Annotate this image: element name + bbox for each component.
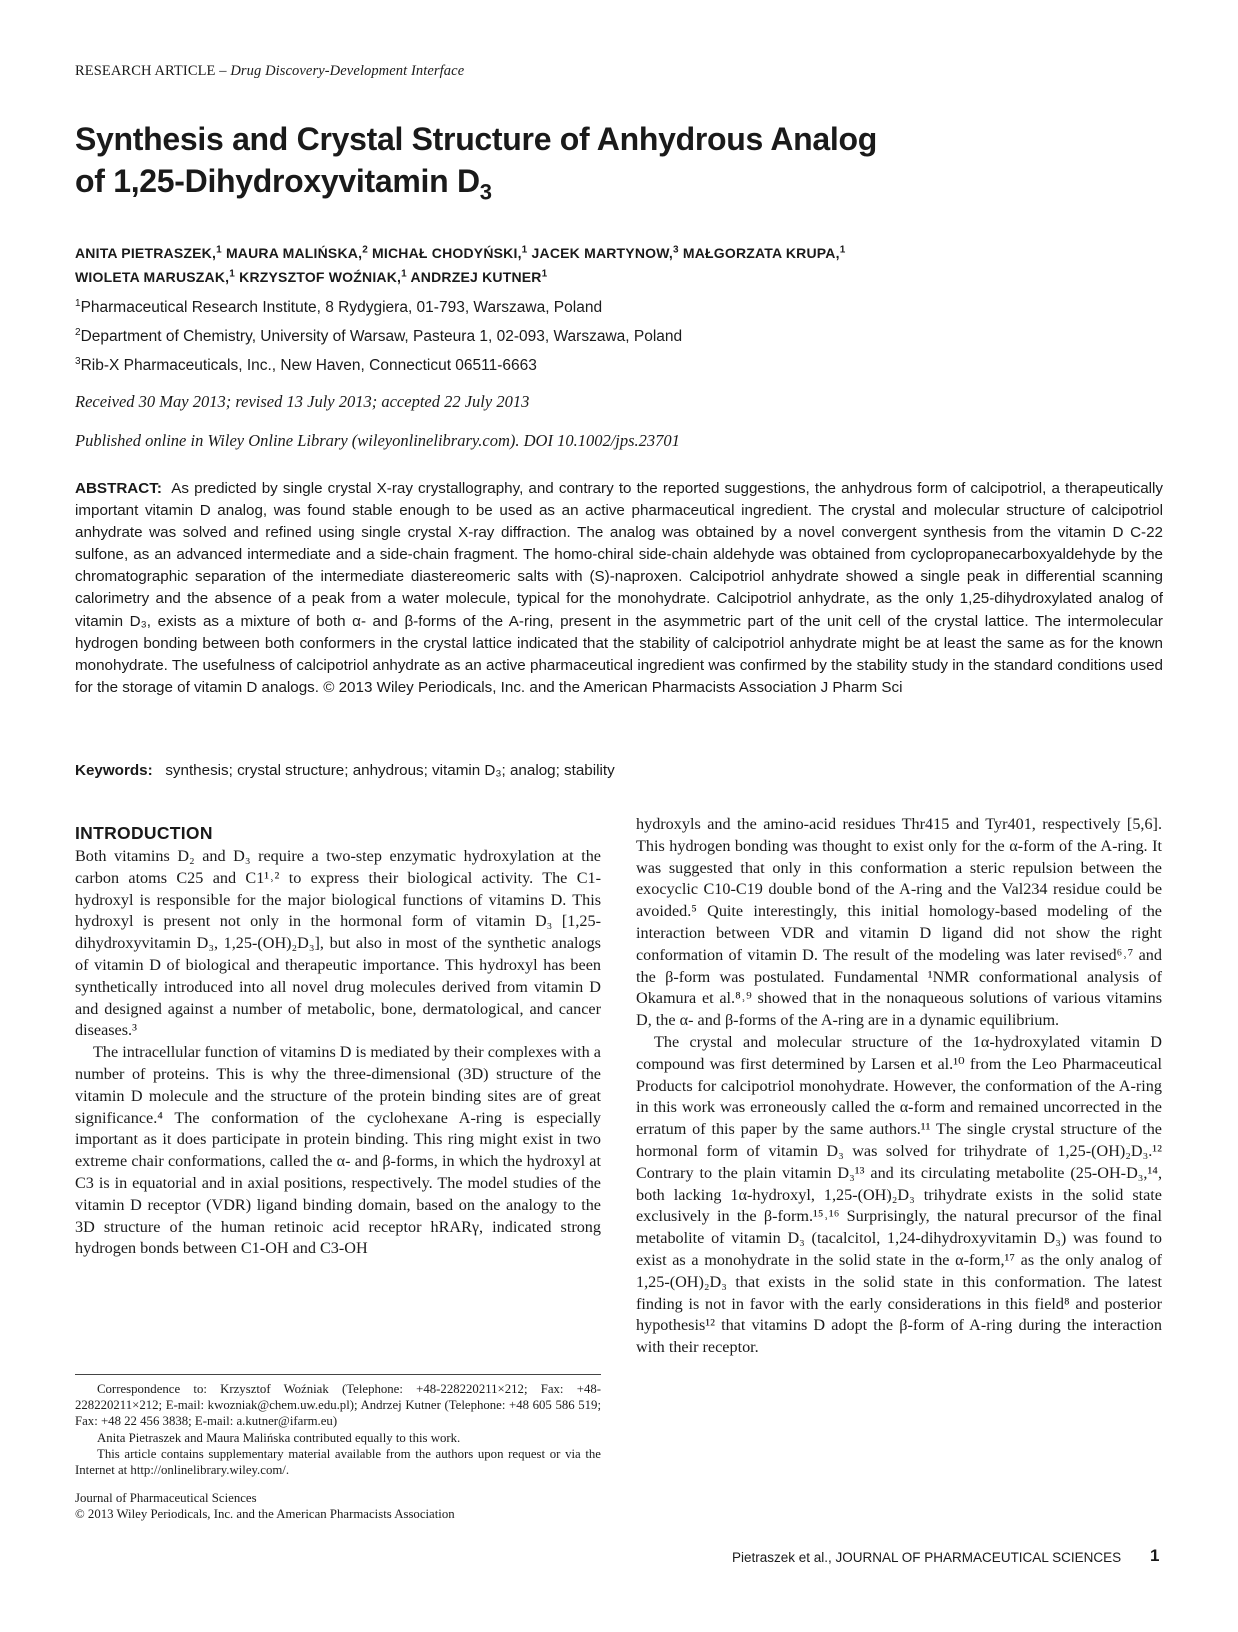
- affiliation: $^2$Department of Chemistry, University of Warsaw, Pasteura 1, 02-093, Warszawa, Poland: [75, 327, 683, 346]
- left-column: [75, 846, 601, 1260]
- author: KRZYSZTOF WOŹNIAK,$^1$: [239, 268, 407, 286]
- journal-name: Journal of Pharmaceutical Sciences: [75, 1491, 257, 1505]
- keywords-text: synthesis; crystal structure; anhydrous; vitamin D₃; analog; stability: [165, 762, 615, 779]
- received-dates: Received 30 May 2013; revised 13 July 2013; accepted 22 July 2013: [75, 392, 530, 411]
- header-subsection: Drug Discovery-Development Interface: [230, 63, 465, 79]
- article-title: [75, 118, 1075, 213]
- author-list: [75, 239, 1165, 288]
- right-column: [636, 814, 1162, 1359]
- paragraph: hydroxyls and the amino-acid residues Thr415 and Tyr401, respectively [5,6]. This hydrogen bonding was thought to exist only for the α-form of the A-ring. It was suggested that only in this conformation a steric repulsion between the exocyclic C10-C19 double bond of the A-ring and the Val234 residue could be avoided.⁵ Quite interestingly, this initial homology-based modeling of the interaction between VDR and vitamin D ligand did not show the right conformation of vitamin D. The result of the modeling was later revised⁶˒⁷ and the β-form was postulated. Fundamental ¹NMR conformational analysis of Okamura et al.⁸˒⁹ showed that in the nonaqueous solutions of various vitamins D, the α- and β-forms of the A-ring are in a dynamic equilibrium.: [636, 815, 1162, 1030]
- author: ANDRZEJ KUTNER$^1$: [410, 268, 548, 286]
- running-header: [75, 63, 464, 80]
- journal-info: [75, 1490, 455, 1522]
- equal-contribution-note: Anita Pietraszek and Maura Malińska contributed equally to this work.: [97, 1430, 461, 1445]
- author: MAURA MALIŃSKA,$^2$: [225, 244, 368, 261]
- abstract: [75, 478, 1163, 699]
- footnote-divider: [75, 1374, 601, 1375]
- supplementary-note: This article contains supplementary material available from the authors upon request or via the Internet at http://onlinelibrary.wiley.com/.: [75, 1446, 601, 1478]
- paragraph: The crystal and molecular structure of the 1α-hydroxylated vitamin D compound was first determined by Larsen et al.¹⁰ from the Leo Pharmaceutical Products for calcipotriol monohydrate. However, the conformation of the A-ring in this work was erroneously called the α-form and remained uncorrected in the erratum of this paper by the same authors.¹¹ The single crystal structure of the hormonal form of vitamin D₃ was solved for trihydrate of 1,25-(OH)₂D₃.¹² Contrary to the plain vitamin D₃¹³ and its circulating metabolite (25-OH-D₃,¹⁴, both lacking 1α-hydroxyl, 1,25-(OH)₂D₃ trihydrate exists in the solid state exclusively in the β-form.¹⁵˒¹⁶ Surprisingly, the natural precursor of the final metabolite of vitamin D₃ (tacalcitol, 1,24-dihydroxyvitamin D₃) was found to exist as a monohydrate in the solid state in the α-form,¹⁷ as the only analog of 1,25-(OH)₂D₃ that exists in the solid state in this conformation. The latest finding is not in favor with the early considerations in this field⁸ and posterior hypothesis¹² that vitamins D adopt the β-form of A-ring during the interaction with their receptor.: [636, 1032, 1162, 1357]
- copyright-line: © 2013 Wiley Periodicals, Inc. and the American Pharmacists Association: [75, 1507, 455, 1522]
- author: JACEK MARTYNOW,$^3$: [531, 244, 679, 261]
- keywords: [75, 760, 615, 782]
- author: WIOLETA MARUSZAK,$^1$: [75, 268, 236, 286]
- header-dash: –: [215, 63, 231, 79]
- author: ANITA PIETRASZEK,$^1$: [75, 244, 222, 261]
- running-footer: Pietraszek et al., JOURNAL OF PHARMACEUTICAL SCIENCES: [732, 1550, 1122, 1565]
- keywords-label: Keywords:: [75, 762, 153, 779]
- author: MICHAŁ CHODYŃSKI,$^1$: [372, 244, 528, 261]
- affiliation-list: [75, 291, 682, 378]
- title-line-1: Synthesis and Crystal Structure of Anhydrous Analog: [75, 121, 878, 157]
- header-section: RESEARCH ARTICLE: [75, 63, 216, 79]
- paragraph: The intracellular function of vitamins D is mediated by their complexes with a number of proteins. This is why the three-dimensional (3D) structure of the vitamin D molecule and the structure of the protein binding sites are of great significance.⁴ The conformation of the cyclohexane A-ring is especially important as it does participate in protein binding. This ring might exist in two extreme chair conformations, called the α- and β-forms, in which the hydroxyl at C3 is in equatorial and in axial positions, respectively. The model studies of the vitamin D receptor (VDR) ligand binding domain, based on the analogy to the 3D structure of the human retinoic acid receptor hRARγ, indicated strong hydrogen bonds between C1-OH and C3-OH: [75, 1043, 601, 1258]
- title-subscript: 3: [479, 179, 492, 205]
- author: MAŁGORZATA KRUPA,$^1$: [682, 244, 846, 261]
- abstract-text: As predicted by single crystal X-ray crystallography, and contrary to the reported suggestions, the anhydrous form of calcipotriol, a therapeutically important vitamin D analog, was found stable enough to be used as an active pharmaceutical ingredient. The crystal and molecular structure of calcipotriol anhydrate was solved and refined using single crystal X-ray diffraction. The analog was obtained by a novel convergent synthesis from the vitamin D C-22 sulfone, as an advanced intermediate and a side-chain fragment. The homo-chiral side-chain aldehyde was obtained from cyclopropanecarboxyaldehyde by the chromatographic separation of the intermediate diastereomeric salts with (S)-naproxen. Calcipotriol anhydrate showed a single peak in differential scanning calorimetry and the absence of a peak from a water molecule, typical for the monohydrate. Calcipotriol anhydrate, as the only 1,25-dihydroxylated analog of vitamin D₃, exists as a mixture of both α- and β-forms of the A-ring, present in the asymmetric part of the unit cell of the crystal lattice. The intermolecular hydrogen bonding between both conformers in the crystal lattice indicated that the stability of calcipotriol anhydrate might be at least the same as for the known monohydrate. The usefulness of calcipotriol anhydrate as an active pharmaceutical ingredient was confirmed by the stability study in the standard conditions used for the storage of vitamin D analogs. © 2013 Wiley Periodicals, Inc. and the American Pharmacists Association J Pharm Sci: [75, 480, 1163, 696]
- affiliation: $^3$Rib-X Pharmaceuticals, Inc., New Haven, Connecticut 06511-6663: [75, 356, 537, 375]
- publication-info: Published online in Wiley Online Library (wileyonlinelibrary.com). DOI 10.1002/jps.23701: [75, 431, 680, 450]
- abstract-label: ABSTRACT:: [75, 480, 162, 497]
- footnotes: [75, 1381, 601, 1478]
- title-line-2: of 1,25-Dihydroxyvitamin D: [75, 163, 480, 199]
- correspondence-note: Correspondence to: Krzysztof Woźniak (Telephone: +48-228220211×212; Fax: +48-228220211×212; E-mail: kwozniak@chem.uw.edu.pl); Andrzej Kutner (Telephone: +48 605 586 519; Fax: +48 22 456 3838; E-mail: a.kutner@ifarm.eu): [75, 1382, 601, 1429]
- paragraph: Both vitamins D₂ and D₃ require a two-step enzymatic hydroxylation at the carbon atoms C25 and C1¹˒² to express their biological activity. The C1-hydroxyl is responsible for the major biological functions of vitamins D. This hydroxyl is present not only in the hormonal form of vitamin D₃ [1,25-dihydroxyvitamin D₃, 1,25-(OH)₂D₃], but also in most of the synthetic analogs of vitamin D of biological and therapeutic importance. This hydroxyl has been synthetically introduced into all novel drug molecules derived from vitamin D and designed against a number of metabolic, bone, dermatological, and cancer diseases.³: [75, 847, 601, 1040]
- section-heading: INTRODUCTION: [75, 823, 213, 843]
- page-number: 1: [1150, 1546, 1160, 1565]
- affiliation: $^1$Pharmaceutical Research Institute, 8 Rydygiera, 01-793, Warszawa, Poland: [75, 298, 603, 317]
